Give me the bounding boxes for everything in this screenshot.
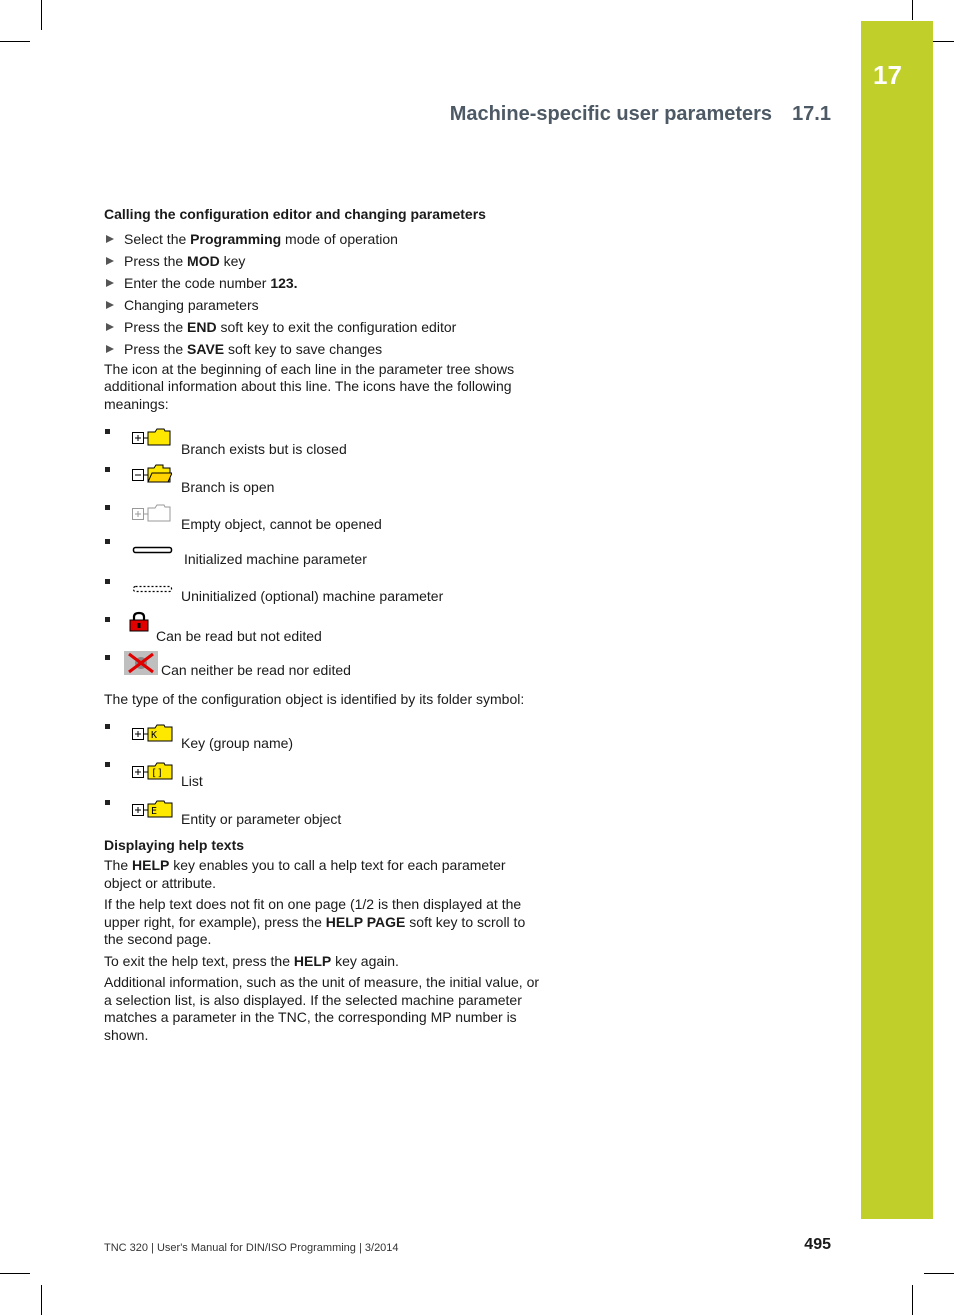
arrow-icon (106, 301, 114, 309)
folder-letter: K (151, 729, 158, 741)
bullet (105, 655, 110, 660)
bullet (105, 429, 110, 434)
step-text: Select the (124, 230, 191, 247)
step-text: key (219, 252, 246, 269)
step-item (104, 250, 544, 272)
icon-legend (104, 417, 544, 679)
legend-label: Branch is open (181, 479, 275, 495)
chapter-number: 17 (873, 60, 902, 90)
step-item (104, 338, 544, 360)
help-paragraph: Additional information, such as the unit of measure, the initial value, or a selection list, is also displayed. If the selected machine parameter matches a parameter in the TNC, the corresponding MP number is shown. (104, 974, 540, 1043)
arrow-icon (106, 345, 114, 353)
step-text: Press the (124, 252, 188, 269)
section-heading: Displaying help texts (104, 836, 245, 853)
crop-mark (41, 1285, 42, 1315)
page-number: 495 (804, 1236, 831, 1253)
step-text: Enter the code number (124, 274, 271, 291)
page-header (450, 103, 831, 126)
folder-empty-icon (130, 503, 172, 525)
legend-label: Can be read but not edited (156, 628, 322, 644)
legend-label: Can neither be read nor edited (161, 662, 351, 678)
type-label: Key (group name) (181, 734, 294, 751)
lock-icon (128, 611, 150, 633)
bullet (105, 505, 110, 510)
legend-item (104, 463, 544, 493)
solid-line-icon (132, 545, 174, 555)
type-item (104, 723, 544, 753)
folder-list-icon (130, 761, 174, 783)
no-access-icon (124, 651, 158, 675)
bullet (105, 467, 110, 472)
type-intro: The type of the configuration object is identified by its folder symbol: (104, 691, 525, 707)
footer-text: TNC 320 | User's Manual for DIN/ISO Programming | 3/2014 (104, 1242, 399, 1254)
step-item (104, 272, 544, 294)
step-text: Changing parameters (124, 296, 259, 313)
bullet (105, 800, 110, 805)
crop-mark (912, 1285, 913, 1315)
help-paragraph: If the help text does not fit on one page (1/2 is then displayed at the upper right, for example), press the HELP PAGE soft key to scroll to the second page. (104, 896, 526, 947)
bullet (105, 617, 110, 622)
arrow-icon (106, 323, 114, 331)
crop-mark (924, 1273, 954, 1274)
legend-label: Uninitialized (optional) machine parameter (181, 588, 444, 604)
arrow-icon (106, 279, 114, 287)
legend-item (104, 425, 544, 455)
step-item (104, 228, 544, 250)
type-item (104, 799, 544, 829)
dashed-line-icon (132, 584, 174, 594)
bullet (105, 539, 110, 544)
folder-closed-icon (130, 427, 172, 449)
crop-mark (912, 0, 913, 20)
legend-item (104, 539, 544, 569)
legend-item (104, 575, 544, 605)
step-bold: MOD (187, 252, 220, 269)
legend-item (104, 613, 544, 643)
header-title: Machine-specific user parameters (449, 103, 773, 125)
step-bold: END (187, 318, 217, 335)
folder-letter: [] (151, 767, 164, 779)
legend-label: Initialized machine parameter (184, 551, 367, 567)
step-text: Press the (124, 340, 188, 357)
legend-label: Branch exists but is closed (181, 441, 347, 457)
bullet (105, 724, 110, 729)
main-content (104, 206, 544, 1048)
step-list (104, 228, 544, 360)
arrow-icon (106, 235, 114, 243)
crop-mark (0, 41, 30, 42)
help-paragraph: The HELP key enables you to call a help text for each parameter object or attribute. (104, 857, 506, 891)
step-item (104, 294, 544, 316)
step-bold: 123. (270, 274, 298, 291)
folder-letter: E (151, 805, 158, 817)
type-item (104, 761, 544, 791)
crop-mark (41, 0, 42, 30)
arrow-icon (106, 257, 114, 265)
header-section: 17.1 (792, 103, 831, 125)
step-item (104, 316, 544, 338)
folder-open-icon (130, 463, 172, 485)
section-heading: Calling the configuration editor and changing parameters (104, 206, 486, 222)
folder-entity-icon (130, 799, 174, 821)
legend-label: Empty object, cannot be opened (181, 516, 382, 532)
type-label: Entity or parameter object (181, 810, 342, 827)
type-label: List (181, 772, 203, 789)
legend-item (104, 501, 544, 531)
step-text: mode of operation (281, 230, 398, 247)
bullet (105, 762, 110, 767)
chapter-tab (861, 21, 933, 1219)
legend-item (104, 651, 544, 681)
help-paragraph: To exit the help text, press the HELP key again. (104, 952, 399, 969)
step-text: soft key to exit the configuration editor (216, 318, 457, 335)
step-text: soft key to save changes (224, 340, 383, 357)
step-text: Press the (124, 318, 188, 335)
bullet (105, 579, 110, 584)
type-legend (104, 713, 544, 831)
folder-key-icon (130, 723, 174, 745)
step-bold: Programming (190, 230, 282, 247)
icons-intro: The icon at the beginning of each line in the parameter tree shows additional information about this line. The icons have the following meanings: (104, 360, 515, 412)
step-bold: SAVE (187, 340, 225, 357)
crop-mark (0, 1273, 30, 1274)
